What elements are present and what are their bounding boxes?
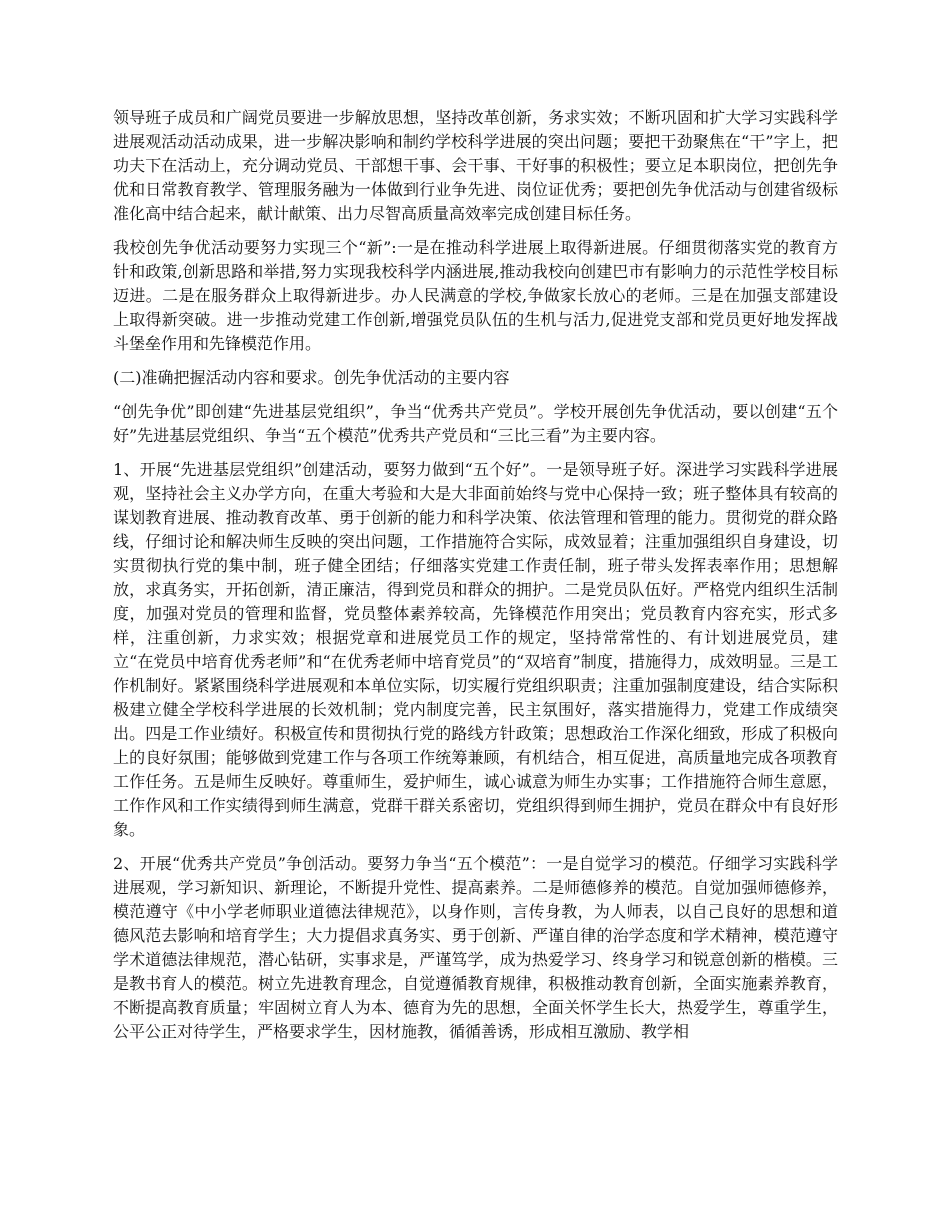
section-heading: (二)准确把握活动内容和要求。创先争优活动的主要内容 [113,368,510,387]
paragraph-3: “创先争优”即创建“先进基层党组织”，争当“优秀共产党员”。学校开展创先争优活动，要以创建“五个好”先进基层党组织、争当“五个模范”优秀共产党员和“三比三看”为主要内容。 [113,402,838,445]
document-page [113,106,838,1054]
paragraph-2: 我校创先争优活动要努力实现三个“新”:一是在推动科学进展上取得新进展。仔细贯彻落实党的教育方针和政策,创新思路和举措,努力实现我校科学内涵进展,推动我校向创建巴市有影响力的示范性学校目标迈进。二是在服务群众上取得新进步。办人民满意的学校,争做家长放心的老师。三是在加强支部建设上取得新突破。进一步推动党建工作创新,增强党员队伍的生机与活力,促进党支部和党员更好地发挥战斗堡垒作用和先锋模范作用。 [113,238,838,353]
paragraph-1: 领导班子成员和广阔党员要进一步解放思想，坚持改革创新，务求实效；不断巩固和扩大学习实践科学进展观活动活动成果，进一步解决影响和制约学校科学进展的突出问题；要把干劲聚焦在“干”字上，把功夫下在活动上，充分调动党员、干部想干事、会干事、干好事的积极性；要立足本职岗位，把创先争优和日常教育教学、管理服务融为一体做到行业争先进、岗位证优秀；要把创先争优活动与创建省级标准化高中结合起来，献计献策、出力尽智高质量高效率完成创建目标任务。 [113,108,838,223]
paragraph-5: 2、开展“优秀共产党员”争创活动。要努力争当“五个模范”：一是自觉学习的模范。仔细学习实践科学进展观，学习新知识、新理论，不断提升党性、提高素养。二是师德修养的模范。自觉加强师德修养，模范遵守《中小学老师职业道德法律规范》，以身作则，言传身教，为人师表，以自己良好的思想和道德风范去影响和培育学生；大力提倡求真务实、勇于创新、严谨自律的治学态度和学术精神，模范遵守学术道德法律规范，潜心钻研，实事求是，严谨笃学，成为热爱学习、终身学习和锐意创新的楷模。三是教书育人的模范。树立先进教育理念，自觉遵循教育规律，积极推动教育创新，全面实施素养教育，不断提高教育质量；牢固树立育人为本、德育为先的思想，全面关怀学生长大，热爱学生，尊重学生，公平公正对待学生，严格要求学生，因材施教，循循善诱，形成相互激励、教学相 [113,854,838,1041]
paragraph-4: 1、开展“先进基层党组织”创建活动，要努力做到“五个好”。一是领导班子好。深进学习实践科学进展观，坚持社会主义办学方向，在重大考验和大是大非面前始终与党中心保持一致；班子整体具有较高的谋划教育进展、推动教育改革、勇于创新的能力和科学决策、依法管理和管理的能力。贯彻党的群众路线，仔细讨论和解决师生反映的突出问题，工作措施符合实际，成效显着；注重加强组织自身建设，切实贯彻执行党的集中制，班子健全团结；仔细落实党建工作责任制，班子带头发挥表率作用；思想解放，求真务实，开拓创新，清正廉洁，得到党员和群众的拥护。二是党员队伍好。严格党内组织生活制度，加强对党员的管理和监督，党员整体素养较高，先锋模范作用突出；党员教育内容充实，形式多样，注重创新，力求实效；根据党章和进展党员工作的规定，坚持常常性的、有计划进展党员，建立“在党员中培育优秀老师”和“在优秀老师中培育党员”的“双培育”制度，措施得力，成效明显。三是工作机制好。紧紧围绕科学进展观和本单位实际，切实履行党组织职责；注重加强制度建设，结合实际积极建立健全学校科学进展的长效机制；党内制度完善，民主氛围好，落实措施得力，党建工作成绩突出。四是工作业绩好。积极宣传和贯彻执行党的路线方针政策；思想政治工作深化细致，形成了积极向上的良好氛围；能够做到党建工作与各项工作统筹兼顾，有机结合，相互促进，高质量地完成各项教育工作任务。五是师生反映好。尊重师生，爱护师生，诚心诚意为师生办实事；工作措施符合师生意愿，工作作风和工作实绩得到师生满意，党群干群关系密切，党组织得到师生拥护，党员在群众中有良好形象。 [113,460,838,839]
